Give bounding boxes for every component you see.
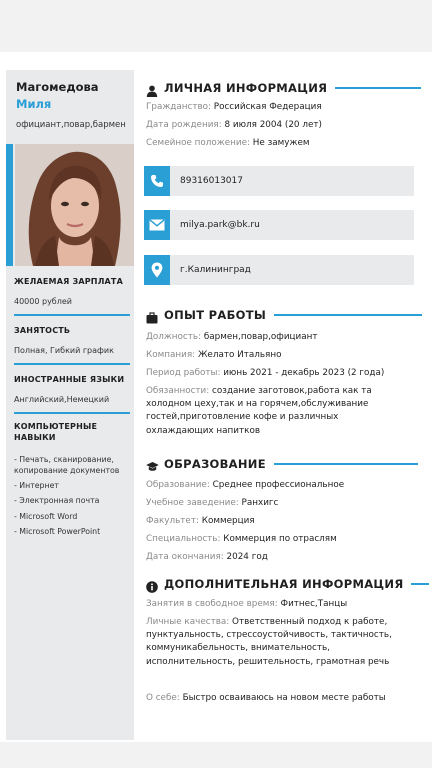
hobby-value: Фитнес,Танцы [280,599,348,609]
salary-value: 40000 рублей [14,296,72,306]
about-value: Быстро осваиваюсь на новом месте работы [182,693,386,703]
languages-title: ИНОСТРАННЫЕ ЯЗЫКИ [14,375,125,384]
edu-spec-label: Специальность: [146,534,221,544]
personal-header [146,80,421,96]
hobby-label: Занятия в свободное время: [146,599,278,609]
photo-accent-bar [6,144,13,266]
briefcase-icon [146,309,158,321]
list-item: - Microsoft PowerPoint [14,527,101,537]
salary-section [14,277,128,316]
exp-duties-value: создание заготовок,работа как та холодном цеху,так и на горячем,обслуживание гостей,приготовление кофе и различных охлаждающих напитков [146,386,372,436]
mail-icon [144,210,170,240]
divider [14,412,130,414]
section-title: ОБРАЗОВАНИЕ [164,457,266,471]
exp-position-value: бармен,повар,официант [203,332,318,342]
edu-level-label: Образование: [146,480,210,490]
exp-company-row [146,349,408,362]
edu-level-value: Среднее профессиональное [212,480,345,490]
divider [14,363,130,365]
about-label: О себе: [146,693,180,703]
user-icon [146,82,158,94]
edu-faculty-row [146,515,408,528]
edu-faculty-value: Коммерция [201,516,255,526]
education-header [146,456,418,472]
sidebar [6,70,134,740]
phone-value[interactable]: 89316013017 [180,176,243,186]
photo-block [6,144,134,266]
edu-spec-row [146,533,408,546]
birth-label: Дата рождения: [146,120,222,130]
name-block [6,70,134,130]
location-pin-icon [144,255,170,285]
section-rule [411,583,429,585]
graduation-cap-icon [146,458,158,470]
edu-end-label: Дата окончания: [146,552,224,562]
employment-title: ЗАНЯТОСТЬ [14,326,71,335]
qualities-value: Ответственный подход к работе, пунктуальность, стрессоустойчивость, тактичность, коммуникабельность, внимательность, исполнительность, решительность, грамотная речь [146,617,392,667]
citizenship-row [146,101,408,114]
employment-value: Полная, Гибкий график [14,345,114,355]
list-item: - Интернет [14,481,59,491]
email-row [144,210,414,240]
hobby-row [146,598,408,611]
employment-section [14,326,128,365]
desired-position: официант,повар,бармен [16,120,126,130]
edu-end-row [146,551,408,564]
section-rule [274,463,418,465]
section-title: ЛИЧНАЯ ИНФОРМАЦИЯ [164,81,328,95]
exp-period-value: июнь 2021 - декабрь 2023 (2 года) [223,368,385,378]
avatar [15,144,134,266]
list-item: - Печать, сканирование, копирование документов [14,454,120,475]
skills-title-line2: НАВЫКИ [14,432,56,442]
exp-period-row [146,367,408,380]
surname: Магомедова [16,80,99,94]
resume-page [0,52,432,742]
email-value[interactable]: milya.park@bk.ru [180,220,260,230]
edu-school-row [146,497,408,510]
edu-level-row [146,479,408,492]
edu-faculty-label: Факультет: [146,516,199,526]
qualities-label: Личные качества: [146,617,230,627]
city-row [144,255,414,285]
birth-row [146,119,408,132]
list-item: - Электронная почта [14,496,100,506]
experience-header [146,307,422,323]
edu-end-value: 2024 год [226,552,268,562]
info-icon [146,578,158,590]
divider [14,314,130,316]
exp-position-label: Должность: [146,332,202,342]
exp-duties-label: Обязанности: [146,386,210,396]
edu-school-value: Ранхигс [241,498,279,508]
exp-company-value: Желато Итальяно [197,350,282,360]
phone-icon [144,166,170,196]
edu-spec-value: Коммерция по отраслям [223,534,337,544]
exp-duties-row [146,385,404,438]
section-rule [274,314,422,316]
firstname: Миля [16,97,52,111]
languages-value: Английский,Немецкий [14,394,110,404]
section-rule [335,87,421,89]
salary-title: ЖЕЛАЕМАЯ ЗАРПЛАТА [14,277,123,286]
family-row [146,137,408,150]
phone-row [144,166,414,196]
citizenship-value: Российская Федерация [213,102,322,112]
birth-value: 8 июля 2004 (20 лет) [224,120,322,130]
section-title: ОПЫТ РАБОТЫ [164,308,267,322]
skills-title-line1: КОМПЬЮТЕРНЫЕ [14,422,98,431]
exp-company-label: Компания: [146,350,196,360]
section-title: ДОПОЛНИТЕЛЬНАЯ ИНФОРМАЦИЯ [164,577,404,591]
citizenship-label: Гражданство: [146,102,211,112]
skills-section [14,422,128,541]
additional-header [146,576,429,592]
languages-section [14,375,128,414]
family-label: Семейное положение: [146,138,250,148]
skills-list [14,454,128,538]
family-value: Не замужем [252,138,310,148]
about-row [146,692,396,705]
exp-period-label: Период работы: [146,368,221,378]
city-value: г.Калининград [180,265,251,275]
edu-school-label: Учебное заведение: [146,498,239,508]
exp-position-row [146,331,408,344]
qualities-row [146,616,410,669]
list-item: - Microsoft Word [14,511,78,521]
